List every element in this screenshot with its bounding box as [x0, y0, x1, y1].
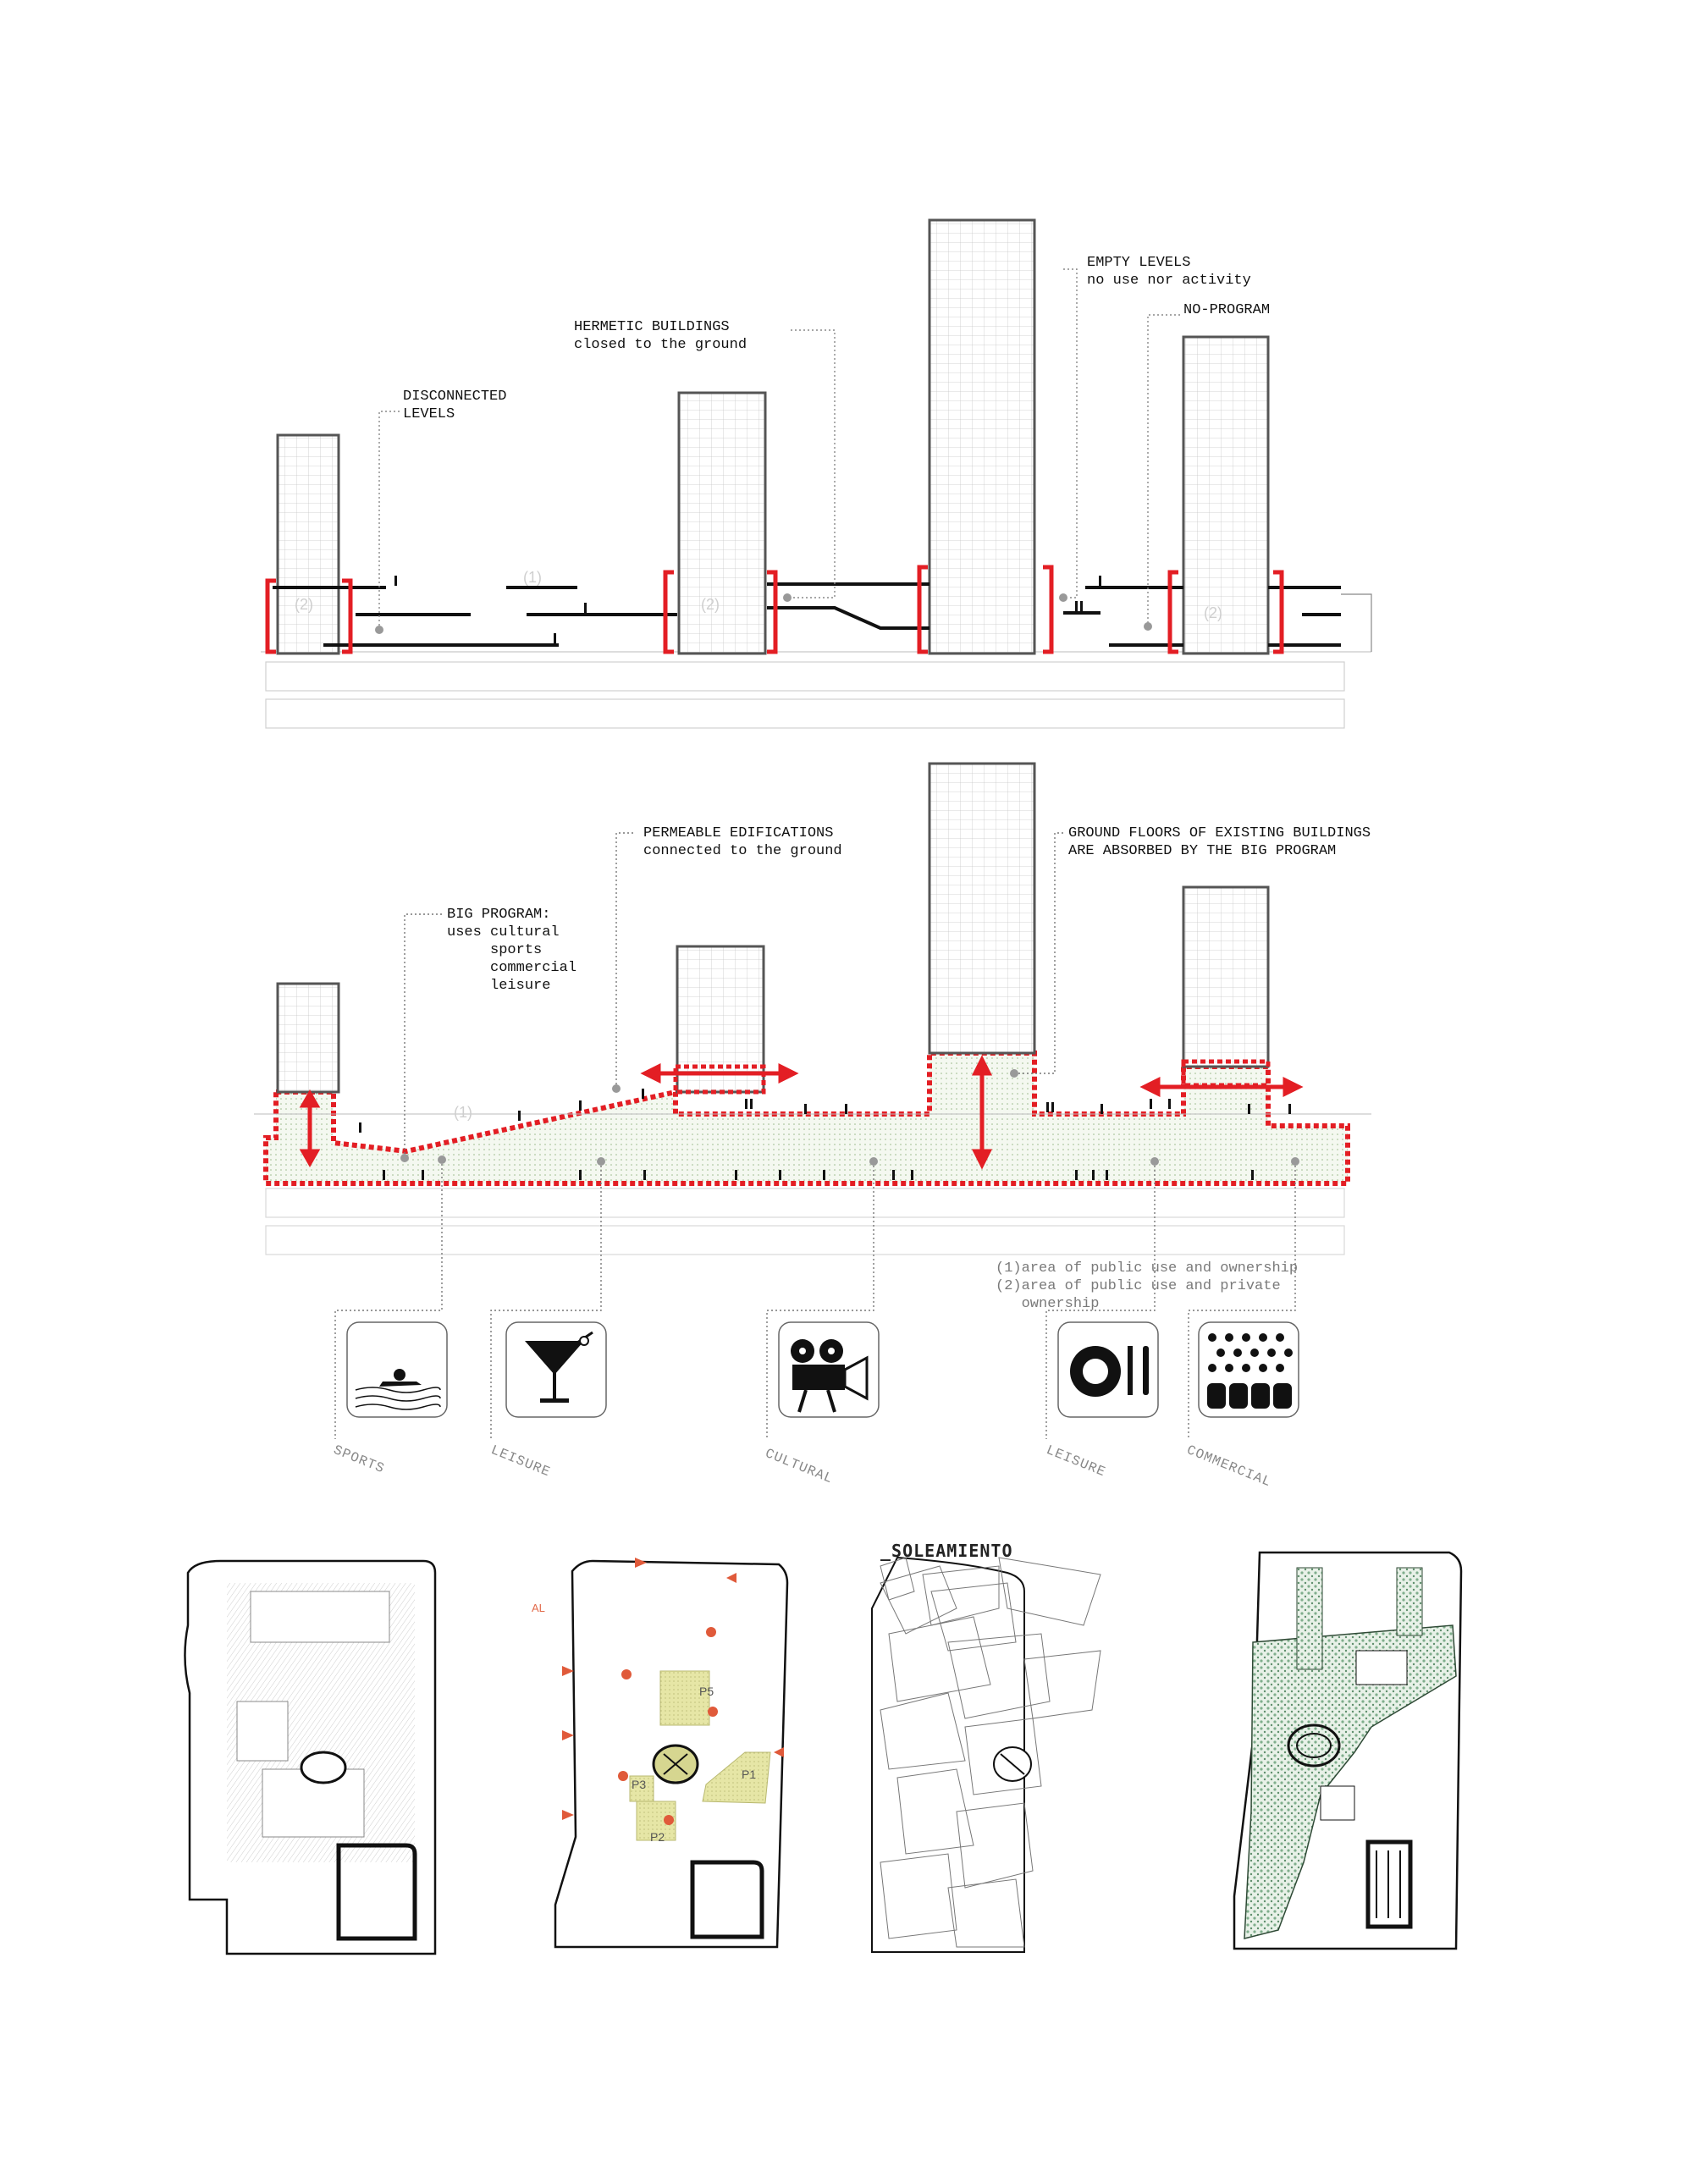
- marker-text: (2): [701, 596, 720, 613]
- parking-label-p3: P3: [632, 1778, 647, 1791]
- label-big-program: BIG PROGRAM: uses cultural sports commercial leisure: [447, 907, 577, 994]
- plan-parking: [555, 1558, 787, 1947]
- street-band: [266, 1226, 1344, 1255]
- label-disconnected-levels: DISCONNECTED LEVELS: [403, 389, 507, 422]
- parking-label-p5: P5: [699, 1685, 714, 1698]
- plate-cutlery-icon: [1058, 1322, 1158, 1417]
- street-band: [266, 699, 1344, 728]
- film-camera-icon: [779, 1322, 879, 1417]
- marker-text: (1): [523, 569, 542, 586]
- icon-label-leisure: LEISURE: [488, 1442, 553, 1481]
- label-permeable-edifications: PERMEABLE EDIFICATIONS connected to the ground: [643, 825, 842, 859]
- marker-text: (1): [454, 1104, 472, 1121]
- cocktail-icon: [506, 1322, 606, 1417]
- street-band: [266, 1189, 1344, 1217]
- label-hermetic-buildings: HERMETIC BUILDINGS closed to the ground: [574, 319, 747, 353]
- tower: [930, 764, 1034, 1053]
- label-empty-levels: EMPTY LEVELS no use nor activity: [1087, 255, 1251, 289]
- legend-ownership: (1)area of public use and ownership (2)area of public use and private ownership: [996, 1260, 1299, 1312]
- icon-label-leisure-2: LEISURE: [1044, 1442, 1108, 1481]
- icon-label-sports: SPORTS: [331, 1442, 387, 1477]
- leader-lines: [379, 269, 1180, 630]
- edge-line: [1341, 594, 1371, 652]
- tower: [677, 946, 764, 1092]
- parking-label-p1: P1: [742, 1768, 757, 1781]
- marker-text: (2): [295, 596, 313, 613]
- red-brackets: [268, 567, 1282, 652]
- parking-label-p2: P2: [650, 1830, 665, 1844]
- label-no-program: NO-PROGRAM: [1183, 302, 1271, 318]
- program-icons: [347, 1322, 1299, 1417]
- plan-title-soleamiento: _SOLEAMIENTO: [880, 1541, 1013, 1561]
- street-band: [266, 662, 1344, 691]
- tower: [1183, 887, 1268, 1067]
- section-top: [261, 220, 1371, 728]
- crowd-icon: [1199, 1322, 1299, 1417]
- tower: [679, 393, 765, 654]
- icon-label-commercial: COMMERCIAL: [1184, 1442, 1274, 1491]
- disconnected-levels: [273, 584, 1341, 645]
- tower: [278, 435, 339, 654]
- tower: [278, 984, 339, 1092]
- plan-hatched: [185, 1561, 435, 1954]
- swimmer-icon: [347, 1322, 447, 1417]
- label-ground-floors: GROUND FLOORS OF EXISTING BUILDINGS ARE ABSORBED BY THE BIG PROGRAM: [1068, 825, 1371, 859]
- icon-label-cultural: CULTURAL: [763, 1446, 836, 1487]
- plan-cut-label: AL: [532, 1602, 545, 1614]
- marker-text: (2): [1204, 604, 1222, 621]
- tower: [1183, 337, 1268, 654]
- plan-green: [1234, 1553, 1461, 1949]
- tower: [930, 220, 1034, 654]
- plan-soleamiento: [872, 1558, 1101, 1952]
